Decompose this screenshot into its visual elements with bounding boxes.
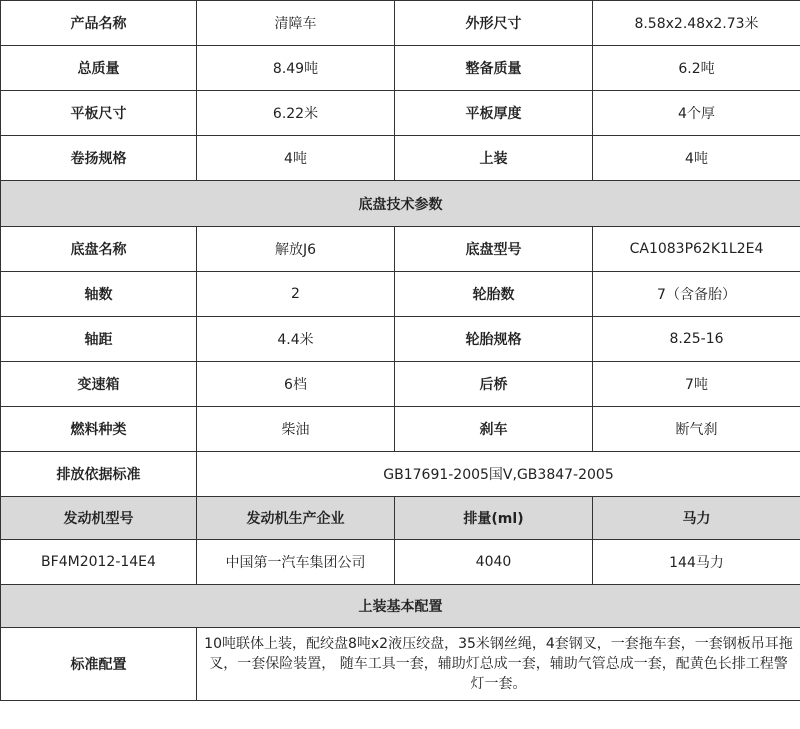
power-label: 马力 bbox=[593, 497, 800, 540]
table-row bbox=[1, 227, 800, 272]
tires-count-value: 7（含备胎） bbox=[593, 272, 800, 317]
table-row bbox=[1, 540, 800, 585]
section-row bbox=[1, 585, 800, 628]
tires-count-label: 轮胎数 bbox=[395, 272, 593, 317]
table-row bbox=[1, 46, 800, 91]
table-row bbox=[1, 91, 800, 136]
table-row bbox=[1, 452, 800, 497]
dimensions-value: 8.58x2.48x2.73米 bbox=[593, 1, 800, 46]
chassis-name-label: 底盘名称 bbox=[1, 227, 197, 272]
table-row bbox=[1, 362, 800, 407]
displacement-value: 4040 bbox=[395, 540, 593, 585]
curb-mass-value: 6.2吨 bbox=[593, 46, 800, 91]
brake-label: 刹车 bbox=[395, 407, 593, 452]
engine-maker-label: 发动机生产企业 bbox=[197, 497, 395, 540]
axles-value: 2 bbox=[197, 272, 395, 317]
axles-label: 轴数 bbox=[1, 272, 197, 317]
table-row bbox=[1, 628, 800, 701]
table-row bbox=[1, 407, 800, 452]
brake-value: 断气刹 bbox=[593, 407, 800, 452]
engine-maker-value: 中国第一汽车集团公司 bbox=[197, 540, 395, 585]
engine-model-value: BF4M2012-14E4 bbox=[1, 540, 197, 585]
upper-label: 上装 bbox=[395, 136, 593, 181]
engine-model-label: 发动机型号 bbox=[1, 497, 197, 540]
curb-mass-label: 整备质量 bbox=[395, 46, 593, 91]
standard-config-label: 标准配置 bbox=[1, 628, 197, 701]
wheelbase-label: 轴距 bbox=[1, 317, 197, 362]
winch-value: 4吨 bbox=[197, 136, 395, 181]
flatbed-size-value: 6.22米 bbox=[197, 91, 395, 136]
chassis-section-title: 底盘技术参数 bbox=[1, 181, 800, 227]
flatbed-thickness-label: 平板厚度 bbox=[395, 91, 593, 136]
gross-mass-value: 8.49吨 bbox=[197, 46, 395, 91]
product-name-label: 产品名称 bbox=[1, 1, 197, 46]
product-name-value: 清障车 bbox=[197, 1, 395, 46]
displacement-label: 排量(ml) bbox=[395, 497, 593, 540]
tire-spec-label: 轮胎规格 bbox=[395, 317, 593, 362]
gross-mass-label: 总质量 bbox=[1, 46, 197, 91]
power-value: 144马力 bbox=[593, 540, 800, 585]
fuel-value: 柴油 bbox=[197, 407, 395, 452]
table-row bbox=[1, 1, 800, 46]
flatbed-thickness-value: 4个厚 bbox=[593, 91, 800, 136]
gearbox-value: 6档 bbox=[197, 362, 395, 407]
table-row bbox=[1, 317, 800, 362]
rear-axle-value: 7吨 bbox=[593, 362, 800, 407]
tire-spec-value: 8.25-16 bbox=[593, 317, 800, 362]
chassis-model-label: 底盘型号 bbox=[395, 227, 593, 272]
gearbox-label: 变速箱 bbox=[1, 362, 197, 407]
chassis-model-value: CA1083P62K1L2E4 bbox=[593, 227, 800, 272]
upper-value: 4吨 bbox=[593, 136, 800, 181]
emission-value: GB17691-2005国Ⅴ,GB3847-2005 bbox=[197, 452, 800, 497]
table-row bbox=[1, 272, 800, 317]
engine-header-row bbox=[1, 497, 800, 540]
upper-config-section-title: 上装基本配置 bbox=[1, 585, 800, 628]
winch-label: 卷扬规格 bbox=[1, 136, 197, 181]
fuel-label: 燃料种类 bbox=[1, 407, 197, 452]
table-row bbox=[1, 136, 800, 181]
chassis-name-value: 解放J6 bbox=[197, 227, 395, 272]
dimensions-label: 外形尺寸 bbox=[395, 1, 593, 46]
standard-config-value: 10吨联体上装，配绞盘8吨x2液压绞盘，35米钢丝绳，4套钢叉，一套拖车套，一套钢板吊耳拖叉，一套保险装置， 随车工具一套，辅助灯总成一套，辅助气管总成一套，配黄色长排工程警灯一套。 bbox=[197, 628, 800, 701]
emission-label: 排放依据标准 bbox=[1, 452, 197, 497]
section-row bbox=[1, 181, 800, 227]
rear-axle-label: 后桥 bbox=[395, 362, 593, 407]
flatbed-size-label: 平板尺寸 bbox=[1, 91, 197, 136]
wheelbase-value: 4.4米 bbox=[197, 317, 395, 362]
